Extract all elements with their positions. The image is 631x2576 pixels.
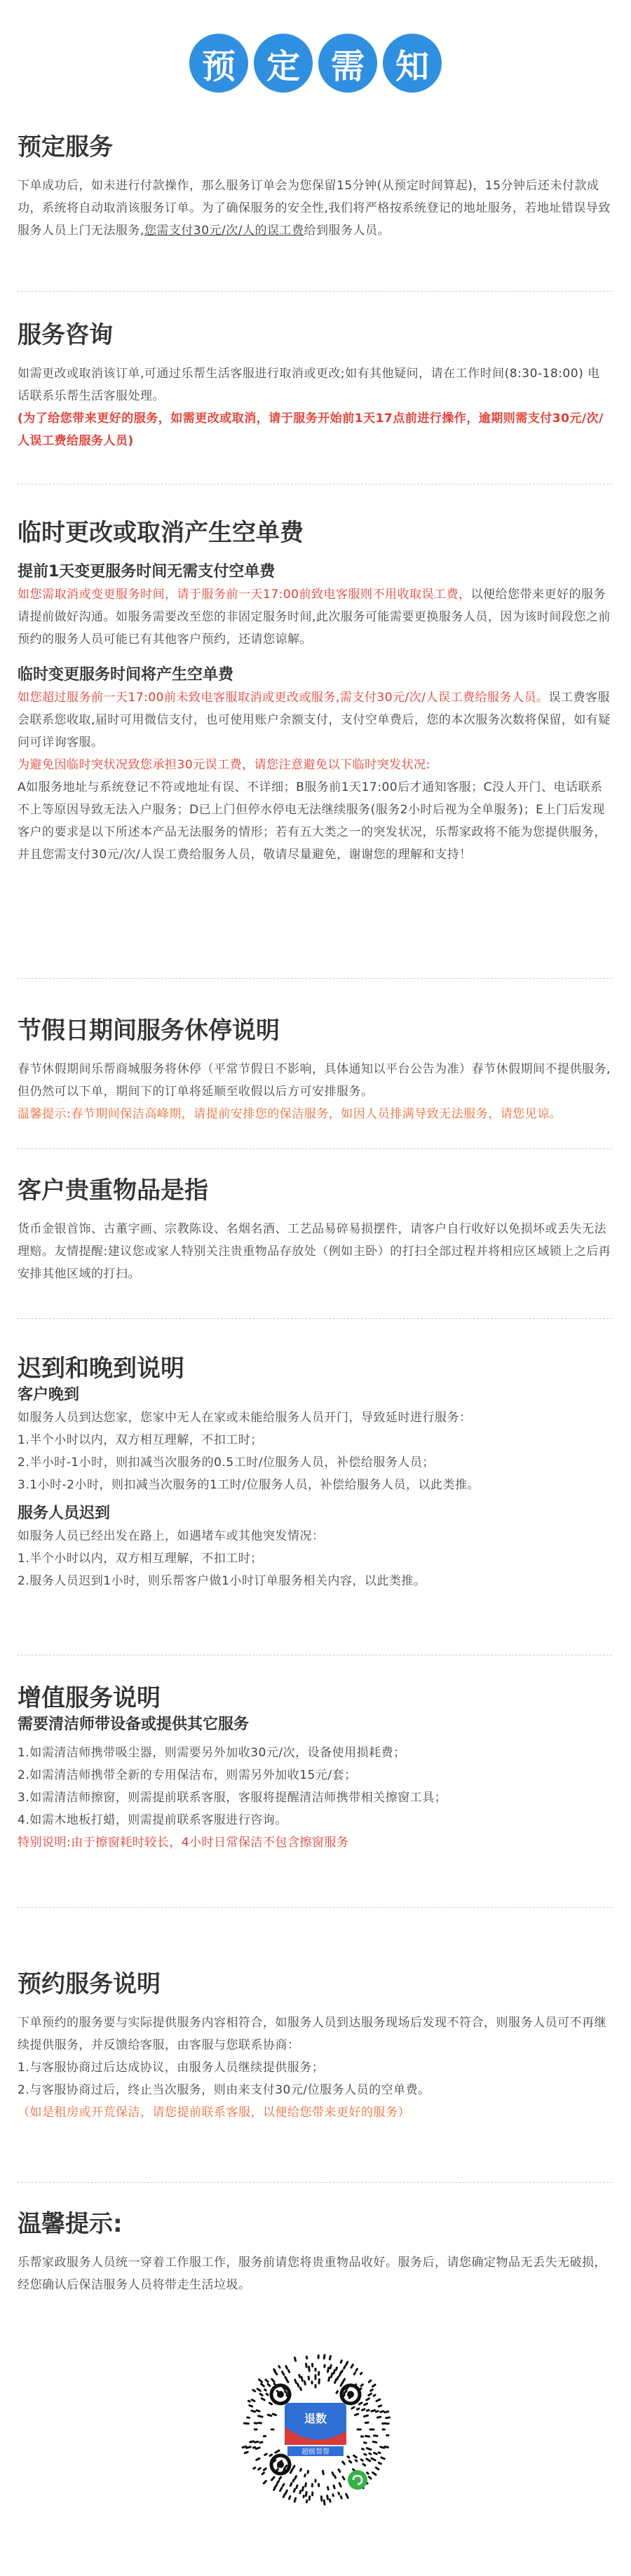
qr-dot xyxy=(264,2469,266,2470)
qr-dot xyxy=(293,2466,294,2468)
qr-dot xyxy=(293,2480,294,2481)
qr-dot xyxy=(245,2452,247,2453)
qr-dot xyxy=(274,2369,275,2371)
qr-dot xyxy=(339,2483,341,2487)
qr-dot xyxy=(329,2378,330,2381)
qr-dot xyxy=(274,2488,276,2490)
qr-dot xyxy=(324,2355,325,2359)
section-title: 客户贵重物品是指 xyxy=(18,1177,208,1205)
tip-text: 温馨提示:春节期间保洁高峰期，请提前安排您的保洁服务，如因人员排满导致无法服务，请您见谅。 xyxy=(18,1106,562,1121)
qr-dot xyxy=(374,2453,377,2454)
qr-dot xyxy=(371,2389,373,2391)
qr-finder-center xyxy=(277,2391,284,2398)
section-text xyxy=(18,686,612,754)
qr-dot xyxy=(302,2487,303,2490)
section-text: 货币金银首饰、古董字画、宗教陈设、名烟名酒、工艺品易碎易损摆件，请客户自行收好以免损坏或丢失无法理赔。友情提醒:建议您或家人特别关注贵重物品存放处（例如主卧）的打扫全部过程并将相应区域锁上之后再安排其他区域的打扫。 xyxy=(18,1221,611,1281)
qr-dot xyxy=(352,2407,354,2408)
section-text: 如需更改或取消该订单,可通过乐帮生活客服进行取消或更改;如有其他疑问，请在工作时间(8:30-18:00) 电话联系乐帮生活客服处理。 xyxy=(18,366,600,403)
qr-dot xyxy=(365,2404,367,2405)
qr-dot xyxy=(260,2442,262,2443)
list-item: 3.1小时-2小时，则扣减当次服务的1工时/位服务人员，补偿给服务人员，以此类推。 xyxy=(18,1477,480,1492)
section-valuables xyxy=(18,1177,612,1285)
text-span: 误工费客服会联系您收取,届时可用微信支付，也可使用账户余额支付，支付空单费后，您的本次服务次数将保留，如有疑问可详询客服。 xyxy=(18,690,611,750)
qr-dot xyxy=(324,2500,325,2504)
qr-dot xyxy=(336,2368,337,2370)
section-text: 如服务人员到达您家，您家中无人在家或未能给服务人员开门，导致延时进行服务： xyxy=(18,1410,472,1425)
qr-dot xyxy=(335,2476,336,2478)
mini-program-code xyxy=(238,2352,393,2507)
qr-dot xyxy=(283,2484,284,2486)
header-char-4: 知 xyxy=(383,34,442,93)
qr-dot xyxy=(335,2379,337,2382)
qr-dot xyxy=(332,2472,333,2475)
qr-dot xyxy=(376,2399,380,2401)
qr-dot xyxy=(353,2469,355,2471)
qr-dot xyxy=(373,2441,376,2442)
divider xyxy=(18,2182,612,2183)
divider xyxy=(18,1148,612,1149)
qr-dot xyxy=(268,2384,270,2386)
qr-dot xyxy=(294,2358,295,2361)
qr-dot xyxy=(295,2380,297,2382)
qr-dot xyxy=(369,2453,371,2454)
section-title: 服务咨询 xyxy=(18,321,113,349)
qr-dot xyxy=(359,2403,362,2404)
list-item: 2.半小时-1小时，则扣减当次服务的0.5工时/位服务人员，补偿给服务人员； xyxy=(18,1455,435,1470)
qr-dot xyxy=(355,2460,357,2461)
qr-dot xyxy=(357,2408,358,2409)
qr-dot xyxy=(354,2373,355,2374)
header-char-1: 预 xyxy=(189,34,248,93)
qr-dot xyxy=(262,2473,264,2474)
qr-dot xyxy=(346,2362,348,2365)
section-title: 增值服务说明 xyxy=(18,1684,161,1712)
qr-dot xyxy=(265,2454,267,2455)
qr-dot xyxy=(369,2394,372,2395)
section-value-added xyxy=(18,1684,612,1854)
qr-dot xyxy=(255,2441,258,2442)
qr-dot xyxy=(254,2468,255,2469)
qr-dot xyxy=(363,2464,365,2465)
section-empty-fee xyxy=(18,519,612,866)
section-consult xyxy=(18,321,612,452)
qr-dot xyxy=(367,2448,371,2450)
list-item: 1.与客服协商过后达成协议，由服务人员继续提供服务； xyxy=(18,2060,325,2075)
qr-dot xyxy=(304,2381,305,2384)
qr-dot xyxy=(285,2391,287,2393)
note-text: （如是租房或开荒保洁，请您提前联系客服，以便给您带来更好的服务） xyxy=(18,2105,410,2120)
qr-dot xyxy=(253,2447,255,2448)
qr-dot xyxy=(367,2473,369,2474)
qr-dot xyxy=(262,2399,264,2400)
qr-dot xyxy=(327,2496,328,2500)
red-text: 如您超过服务前一天17:00前未致电客服取消或更改或服务,需支付30元/次/人误工费给服务人员。 xyxy=(18,690,549,705)
qr-dot xyxy=(279,2366,280,2368)
qr-dot xyxy=(356,2369,358,2371)
section-text: A如服务地址与系统登记不符或地址有误、不详细；B服务前1天17:00后才通知客服；C没人开门、电话联系不上等原因导致无法入户服务；D已上门但停水停电无法继续服务(服务2小时后视为全单服务)；E上门后发现客户的要求是以下所述本产品无法服务的情形；若有五大类之一的突发状况，乐帮家政将不能为您提供服务，并且您需支付30元/次/人误工费给服务人员，敬请尽量避免，谢谢您的理解和支持！ xyxy=(18,780,606,862)
qr-dot xyxy=(376,2468,379,2469)
qr-dot xyxy=(381,2447,384,2448)
qr-dot xyxy=(278,2481,279,2483)
qr-dot xyxy=(334,2370,335,2373)
qr-dot xyxy=(348,2457,349,2458)
qr-dot xyxy=(341,2371,342,2372)
qr-dot xyxy=(288,2370,289,2372)
qr-dot xyxy=(257,2458,259,2460)
list-item: 3.如需清洁师擦窗，则需提前联系客服，客服将提醒清洁师携带相关擦窗工具； xyxy=(18,1790,447,1805)
qr-dot xyxy=(333,2495,334,2496)
note-text: 特别说明:由于擦窗耗时较长，4小时日常保洁不包含擦窗服务 xyxy=(18,1835,349,1850)
section-late xyxy=(18,1355,612,1592)
qr-dot xyxy=(354,2455,357,2458)
section-title: 温馨提示: xyxy=(18,2210,123,2238)
qr-dot xyxy=(295,2476,296,2479)
qr-dot xyxy=(297,2384,298,2387)
text-span: 以便给您带来更好的服务请提前做好沟通。如服务需要改至您的非固定服务时间,此次服务可能需要更换服务人员，因为该时间段您之前预约的服务人员可能已有其他客户预约，还请您谅解。 xyxy=(18,587,611,646)
qr-dot xyxy=(285,2377,286,2378)
section-reservation xyxy=(18,1970,612,2124)
qr-dot xyxy=(290,2483,292,2486)
warning-text: (为了给您带来更好的服务，如需更改或取消，请于服务开始前1天17点前进行操作，逾期则需支付30元/次/人误工费给服务人员) xyxy=(18,411,604,448)
section-text xyxy=(18,175,612,242)
section-text: 春节休假期间乐帮商城服务将休停（平常节假日不影响，具体通知以平台公告为准）春节休假期间不提供服务,但仍然可以下单，期间下的订单将延顺至收假以后方可安排服务。 xyxy=(18,1062,611,1099)
qr-dot xyxy=(369,2380,371,2382)
qr-dot xyxy=(367,2410,369,2411)
qr-dot xyxy=(361,2373,362,2374)
qr-dot xyxy=(331,2373,332,2377)
section-text: 如服务人员已经出发在路上，如遇堵车或其他突发情况： xyxy=(18,1528,325,1543)
qr-dot xyxy=(273,2414,276,2415)
qr-dot xyxy=(349,2461,351,2462)
qr-dot xyxy=(301,2377,302,2380)
qr-dot xyxy=(343,2477,344,2480)
qr-dot xyxy=(252,2400,255,2401)
section-title: 预定服务 xyxy=(18,133,113,161)
qr-dot xyxy=(294,2498,295,2502)
red-text: 如您需取消或变更服务时间，请于服务前一天17:00前致电客服则不用收取误工费， xyxy=(18,587,471,602)
text-span: 给到服务人员。 xyxy=(304,223,390,238)
qr-dot xyxy=(373,2385,375,2387)
qr-dot xyxy=(244,2423,248,2424)
sub-title: 客户晚到 xyxy=(18,1385,80,1404)
list-item: 2.与客服协商过后，终止当次服务，则由来支付30元/位服务人员的空单费。 xyxy=(18,2082,430,2097)
qr-dot xyxy=(305,2474,306,2476)
qr-dot xyxy=(365,2454,366,2455)
qr-dot xyxy=(259,2416,262,2417)
qr-dot xyxy=(256,2448,259,2449)
divider xyxy=(18,291,612,292)
header-char-2: 定 xyxy=(254,34,313,93)
qr-dot xyxy=(369,2477,371,2479)
sub-title: 服务人员迟到 xyxy=(18,1504,111,1522)
qr-finder-center xyxy=(277,2461,284,2468)
qr-dot xyxy=(379,2462,381,2464)
list-item: 4.如需木地板打蜡，则需提前联系客服进行咨询。 xyxy=(18,1812,287,1827)
qr-dot xyxy=(283,2494,285,2497)
qr-dot xyxy=(376,2411,378,2412)
qr-dot xyxy=(355,2414,358,2415)
sub-title: 临时变更服务时间将产生空单费 xyxy=(18,665,234,684)
qr-dot xyxy=(330,2365,331,2368)
section-text: 乐帮家政服务人员统一穿着工作服工作，服务前请您将贵重物品收好。服务后，请您确定物品无丢失无破损，经您确认后保洁服务人员将带走生活垃圾。 xyxy=(18,2255,606,2292)
list-item: 1.半个小时以内，双方相互理解，不扣工时； xyxy=(18,1432,263,1447)
qr-dot xyxy=(247,2447,251,2448)
section-title: 预约服务说明 xyxy=(18,1970,161,1998)
qr-dot xyxy=(269,2403,271,2404)
qr-dot xyxy=(280,2477,281,2479)
list-item: 2.如需清洁师携带全新的专用保洁布，则需另外加收15元/套； xyxy=(18,1768,357,1782)
qr-dot xyxy=(253,2390,255,2392)
text-span: 下单成功后，如未进行付款操作，那么服务订单会为您保留15分钟(从预定时间算起)，15分钟后还未付款成功，系统将自动取消该服务订单。为了确保服务的安全性,我们将严格按系统登记的地址服务，若地址错误导致服务人员上门无法服务, xyxy=(18,178,611,238)
qr-dot xyxy=(344,2366,345,2368)
qr-dot xyxy=(327,2368,328,2372)
mini-program-icon xyxy=(348,2470,367,2490)
page-header xyxy=(0,34,631,93)
underlined-text: 您需支付30元/次/人的误工费 xyxy=(144,223,304,238)
section-text: 下单预约的服务要与实际提供服务内容相符合，如服务人员到达服务现场后发现不符合，则服务人员可不再继续提供服务，并反馈给客服，由客服与您联系协商： xyxy=(18,2015,606,2052)
qr-dot xyxy=(308,2377,309,2380)
list-item: 1.半个小时以内，双方相互理解，不扣工时； xyxy=(18,1551,263,1566)
qr-dot xyxy=(299,2375,300,2377)
qr-dot xyxy=(285,2490,287,2494)
list-item: 1.如需清洁师携带吸尘器，则需要另外加收30元/次，设备使用损耗费； xyxy=(18,1745,406,1760)
qr-dot xyxy=(351,2365,353,2368)
qr-code-graphic xyxy=(238,2352,393,2507)
qr-dot xyxy=(300,2387,301,2389)
section-title: 迟到和晚到说明 xyxy=(18,1355,184,1383)
qr-dot xyxy=(270,2455,272,2456)
section-title: 临时更改或取消产生空单费 xyxy=(18,519,304,547)
qr-dot xyxy=(286,2366,287,2368)
qr-dot xyxy=(265,2389,266,2390)
qr-dot xyxy=(321,2497,322,2501)
qr-dot xyxy=(289,2496,290,2499)
section-title: 节假日期间服务休停说明 xyxy=(18,1017,280,1045)
divider xyxy=(18,1318,612,1319)
qr-dot xyxy=(362,2449,364,2450)
qr-dot xyxy=(361,2385,362,2386)
section-holiday xyxy=(18,1017,612,1125)
qr-dot xyxy=(381,2458,384,2459)
banner-text: 超级帮帮 xyxy=(301,2448,330,2456)
qr-dot xyxy=(385,2446,388,2447)
sub-title: 提前1天变更服务时间无需支付空单费 xyxy=(18,562,276,581)
header-char-3: 需 xyxy=(318,34,377,93)
section-text xyxy=(18,583,612,651)
qr-dot xyxy=(337,2377,338,2379)
qr-dot xyxy=(367,2399,369,2400)
logo-text: 退数 xyxy=(304,2412,327,2425)
qr-dot xyxy=(377,2417,380,2418)
warning-text: 为避免因临时突状况致您承担30元误工费，请您注意避免以下临时突发状况: xyxy=(18,757,430,772)
section-tips xyxy=(18,2210,612,2296)
qr-dot xyxy=(259,2468,261,2469)
qr-finder-center xyxy=(347,2391,354,2398)
divider xyxy=(18,1907,612,1908)
qr-dot xyxy=(374,2395,375,2396)
qr-dot xyxy=(381,2411,384,2412)
divider xyxy=(18,978,612,979)
sub-title: 需要清洁师带设备或提供其它服务 xyxy=(18,1715,250,1733)
qr-dot xyxy=(365,2415,368,2416)
qr-dot xyxy=(306,2364,307,2367)
qr-dot xyxy=(260,2394,262,2395)
qr-dot xyxy=(309,2367,310,2371)
qr-dot xyxy=(339,2469,340,2472)
qr-dot xyxy=(250,2441,254,2442)
section-booking xyxy=(18,133,612,242)
qr-dot xyxy=(385,2411,388,2412)
qr-dot xyxy=(243,2446,246,2447)
qr-dot xyxy=(300,2490,301,2493)
qr-dot xyxy=(362,2409,365,2410)
qr-dot xyxy=(327,2487,328,2489)
list-item: 2.服务人员迟到1小时，则乐帮客户做1小时订单服务相关内容，以此类推。 xyxy=(18,1573,426,1588)
brand-logo xyxy=(285,2403,346,2456)
